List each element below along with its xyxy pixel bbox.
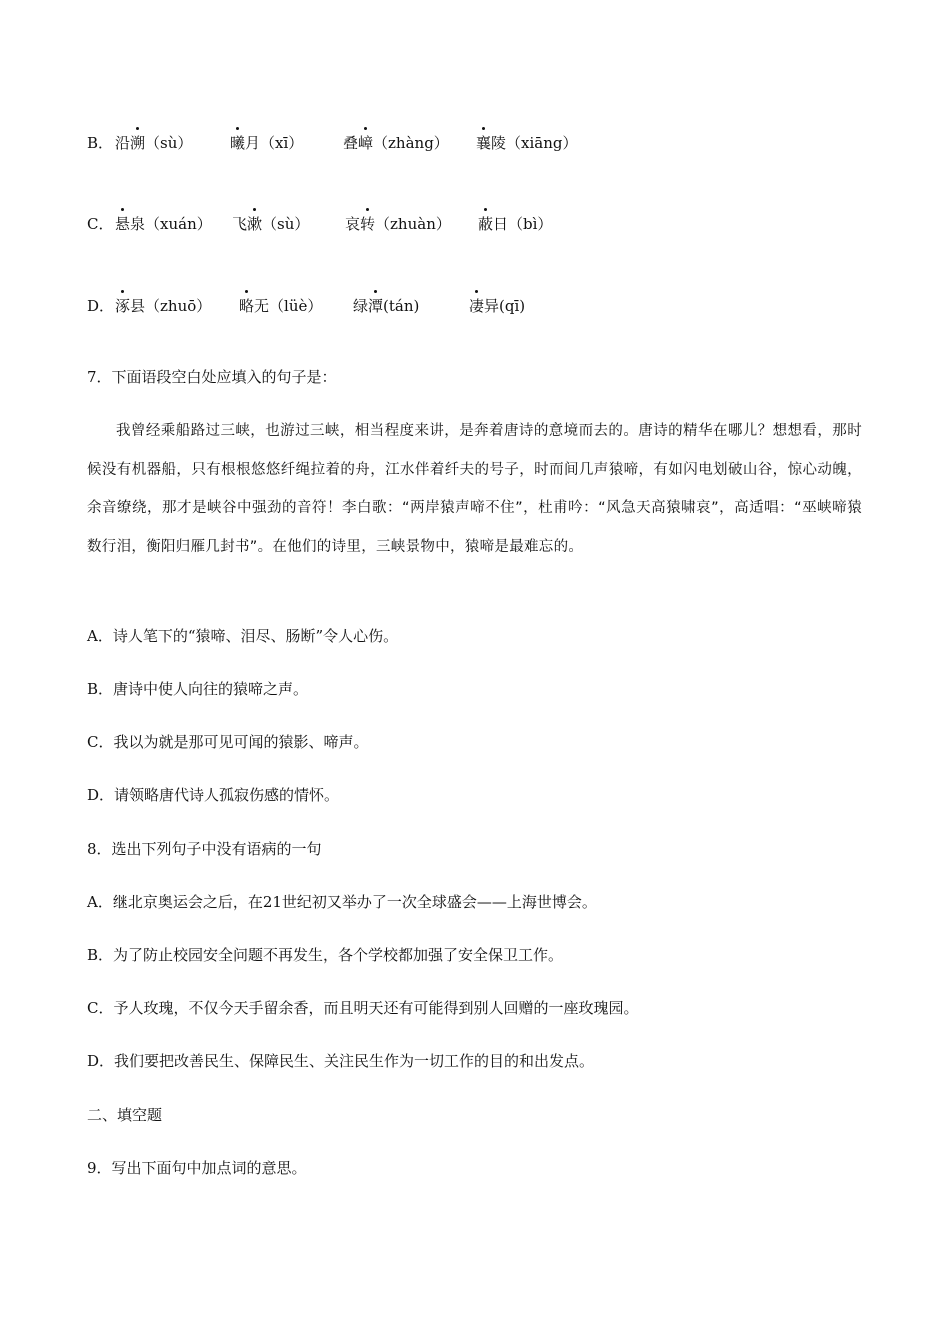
pinyin-item: 涿县（zhuō） [115, 297, 212, 315]
option-label: C． [87, 215, 114, 233]
pinyin-item: 沿溯（sù） [115, 134, 193, 152]
q7-option-b: B．唐诗中使人向往的猿啼之声。 [87, 680, 309, 698]
passage-text: 我曾经乘船路过三峡，也游过三峡，相当程度来讲，是奔着唐诗的意境而去的。唐诗的精华在哪儿？想想看，那时候没有机器船，只有根根悠悠纤绳拉着的舟，江水伴着纤夫的号子，时而间几声猿啼，有如闪电划破山谷，惊心动魄，余音缭绕，那才是峡谷中强劲的音符！李白歌：“两岸猿声啼不住”，杜甫吟：“风急天高猿啸哀”，高适唱：“巫峡啼猿数行泪，衡阳归雁几封书”。在他们的诗里，三峡景物中，猿啼是最难忘的。 [87, 423, 862, 555]
option-label: B． [87, 134, 114, 152]
pinyin-item: 哀转（zhuàn） [345, 215, 451, 233]
pinyin-item: 蔽日（bì） [478, 215, 553, 233]
emphasis-char: 溯 [130, 134, 146, 152]
pinyin-item: 襄陵（xiāng） [476, 134, 578, 152]
q9-stem: 9．写出下面句中加点词的意思。 [87, 1159, 307, 1177]
emphasis-char: 涿 [115, 297, 131, 315]
pinyin-item: 略无（lüè） [239, 297, 323, 315]
q8-option-a: A．继北京奥运会之后，在21世纪初又举办了一次全球盛会——上海世博会。 [87, 893, 597, 911]
emphasis-char: 蔽 [478, 215, 494, 233]
emphasis-char: 漱 [247, 215, 263, 233]
q7-stem: 7．下面语段空白处应填入的句子是： [87, 368, 337, 386]
q8-option-b: B．为了防止校园安全问题不再发生，各个学校都加强了安全保卫工作。 [87, 946, 564, 964]
emphasis-char: 悬 [115, 215, 131, 233]
emphasis-char: 凄 [469, 297, 485, 315]
section-heading: 二、填空题 [87, 1106, 163, 1124]
emphasis-char: 襄 [476, 134, 492, 152]
pinyin-item: 叠嶂（zhàng） [343, 134, 449, 152]
pinyin-item: 飞漱（sù） [232, 215, 310, 233]
q8-stem: 8．选出下列句子中没有语病的一句 [87, 840, 322, 858]
q7-option-c: C．我以为就是那可见可闻的猿影、啼声。 [87, 733, 369, 751]
q7-passage [87, 412, 862, 566]
emphasis-char: 潭 [368, 297, 384, 315]
q7-option-a: A．诗人笔下的“猿啼、泪尽、肠断”令人心伤。 [87, 627, 399, 645]
pinyin-item: 凄异(qī) [469, 297, 526, 315]
emphasis-char: 曦 [230, 134, 246, 152]
pinyin-item: 悬泉（xuán） [115, 215, 212, 233]
q8-option-c: C．予人玫瑰，不仅今天手留余香，而且明天还有可能得到别人回赠的一座玫瑰园。 [87, 999, 639, 1017]
q8-option-d: D．我们要把改善民生、保障民生、关注民生作为一切工作的目的和出发点。 [87, 1052, 595, 1070]
emphasis-char: 嶂 [358, 134, 374, 152]
emphasis-char: 略 [239, 297, 255, 315]
q7-option-d: D．请领略唐代诗人孤寂伤感的情怀。 [87, 786, 340, 804]
pinyin-item: 绿潭(tán) [353, 297, 420, 315]
option-label: D． [87, 297, 115, 315]
pinyin-item: 曦月（xī） [230, 134, 304, 152]
emphasis-char: 转 [360, 215, 376, 233]
